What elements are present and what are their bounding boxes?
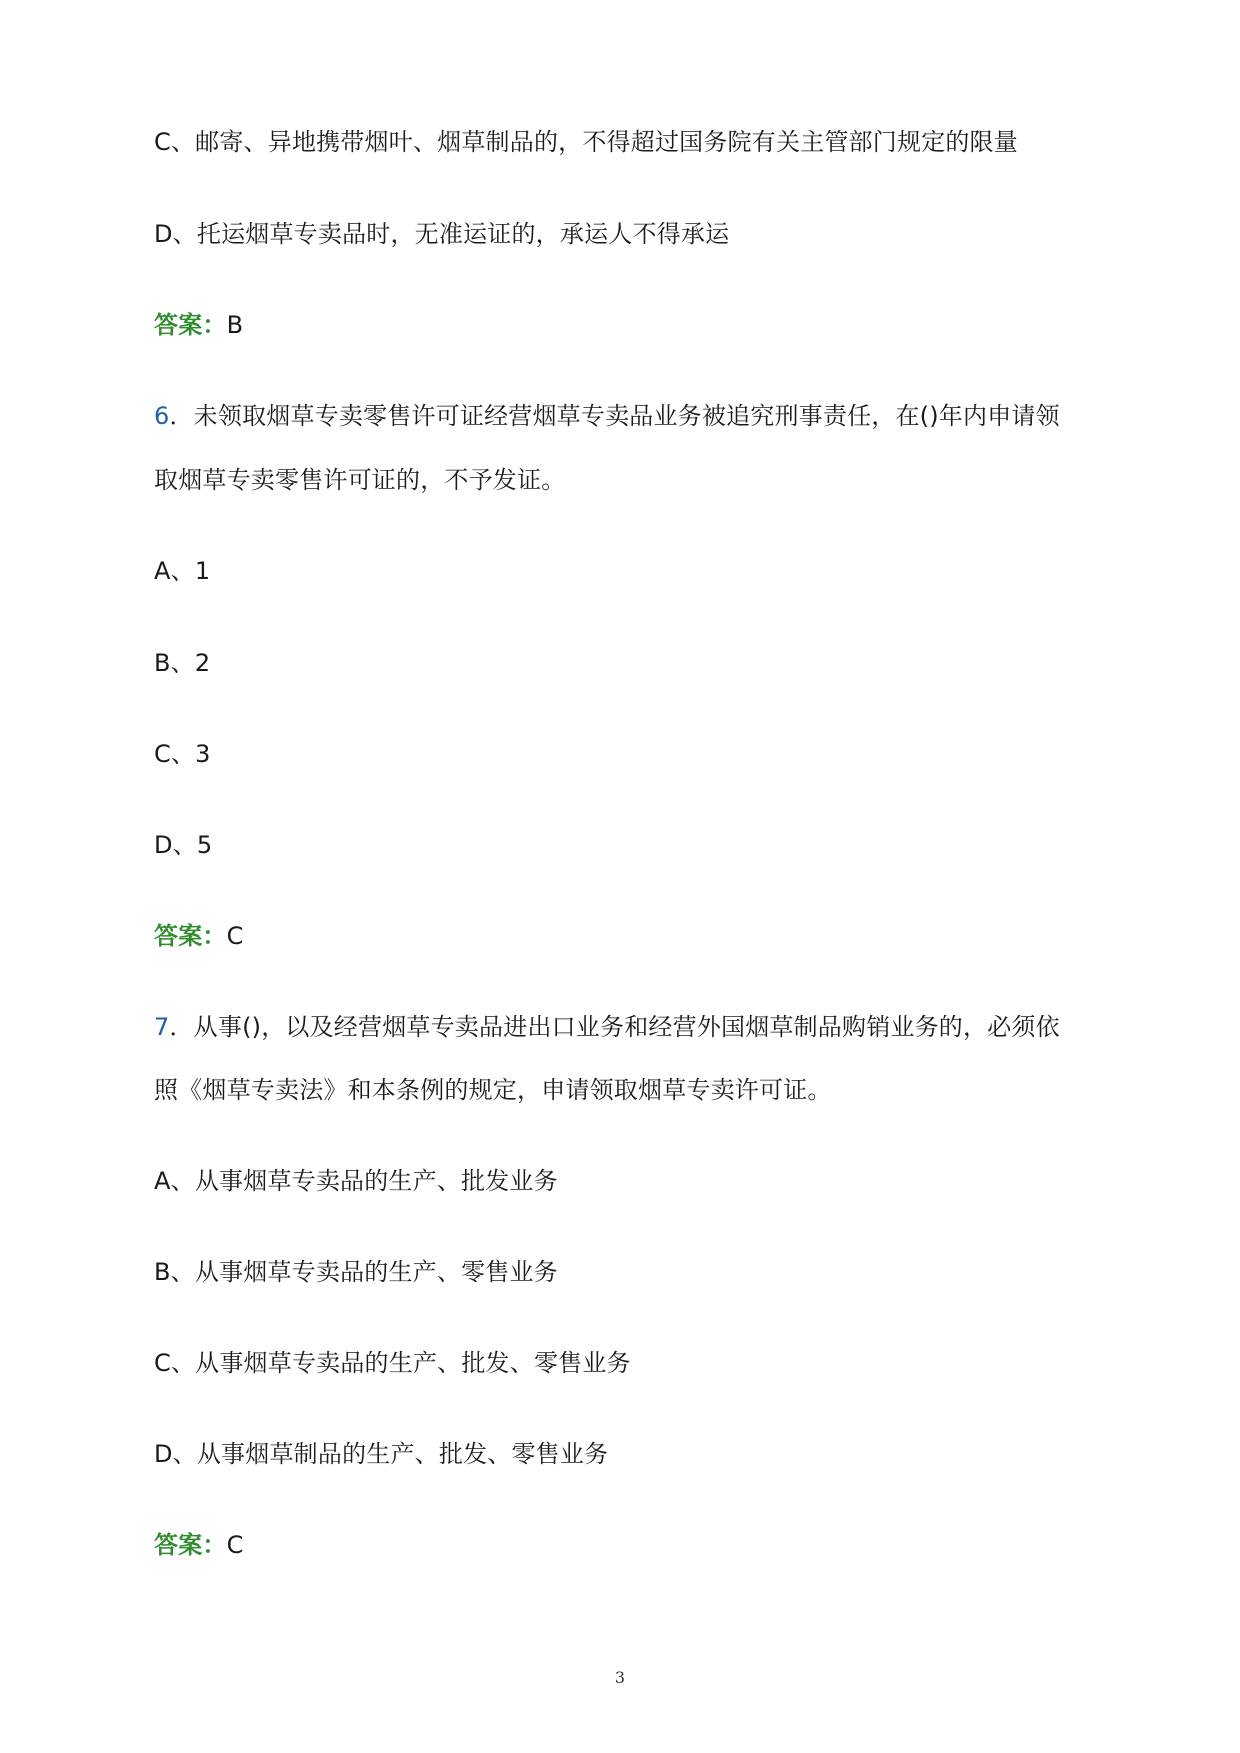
q7-option-b: B、从事烟草专卖品的生产、零售业务 xyxy=(154,1258,558,1286)
answer-label: 答案： xyxy=(154,311,227,339)
q7-stem-line-1 xyxy=(154,1011,1060,1043)
answer-label: 答案： xyxy=(154,922,227,950)
question-number: 7 xyxy=(154,1013,170,1041)
q6-stem-line-2: 取烟草专卖零售许可证的，不予发证。 xyxy=(154,466,566,494)
answer-value: B xyxy=(226,311,244,339)
question-text: ．未领取烟草专卖零售许可证经营烟草专卖品业务被追究刑事责任，在()年内申请领 xyxy=(169,402,1060,430)
q5-option-c: C、邮寄、异地携带烟叶、烟草制品的，不得超过国务院有关主管部门规定的限量 xyxy=(154,128,1018,156)
question-text: ．从事()，以及经营烟草专卖品进出口业务和经营外国烟草制品购销业务的，必须依 xyxy=(169,1013,1060,1041)
q6-stem-line-1 xyxy=(154,400,1060,432)
q5-option-d: D、托运烟草专卖品时，无准运证的，承运人不得承运 xyxy=(154,220,730,248)
q6-option-a: A、1 xyxy=(154,557,211,585)
q7-stem-line-2: 照《烟草专卖法》和本条例的规定，申请领取烟草专卖许可证。 xyxy=(154,1076,832,1104)
q6-option-c: C、3 xyxy=(154,740,211,768)
q7-answer xyxy=(154,1529,244,1561)
page-number: 3 xyxy=(614,1668,626,1687)
q6-option-b: B、2 xyxy=(154,649,211,677)
q7-option-d: D、从事烟草制品的生产、批发、零售业务 xyxy=(154,1440,609,1468)
question-number: 6 xyxy=(154,402,170,430)
answer-label: 答案： xyxy=(154,1531,227,1559)
q7-option-c: C、从事烟草专卖品的生产、批发、零售业务 xyxy=(154,1349,631,1377)
q6-option-d: D、5 xyxy=(154,831,213,859)
answer-value: C xyxy=(226,922,244,950)
q7-option-a: A、从事烟草专卖品的生产、批发业务 xyxy=(154,1167,558,1195)
answer-value: C xyxy=(226,1531,244,1559)
q5-answer xyxy=(154,309,243,341)
q6-answer xyxy=(154,920,244,952)
